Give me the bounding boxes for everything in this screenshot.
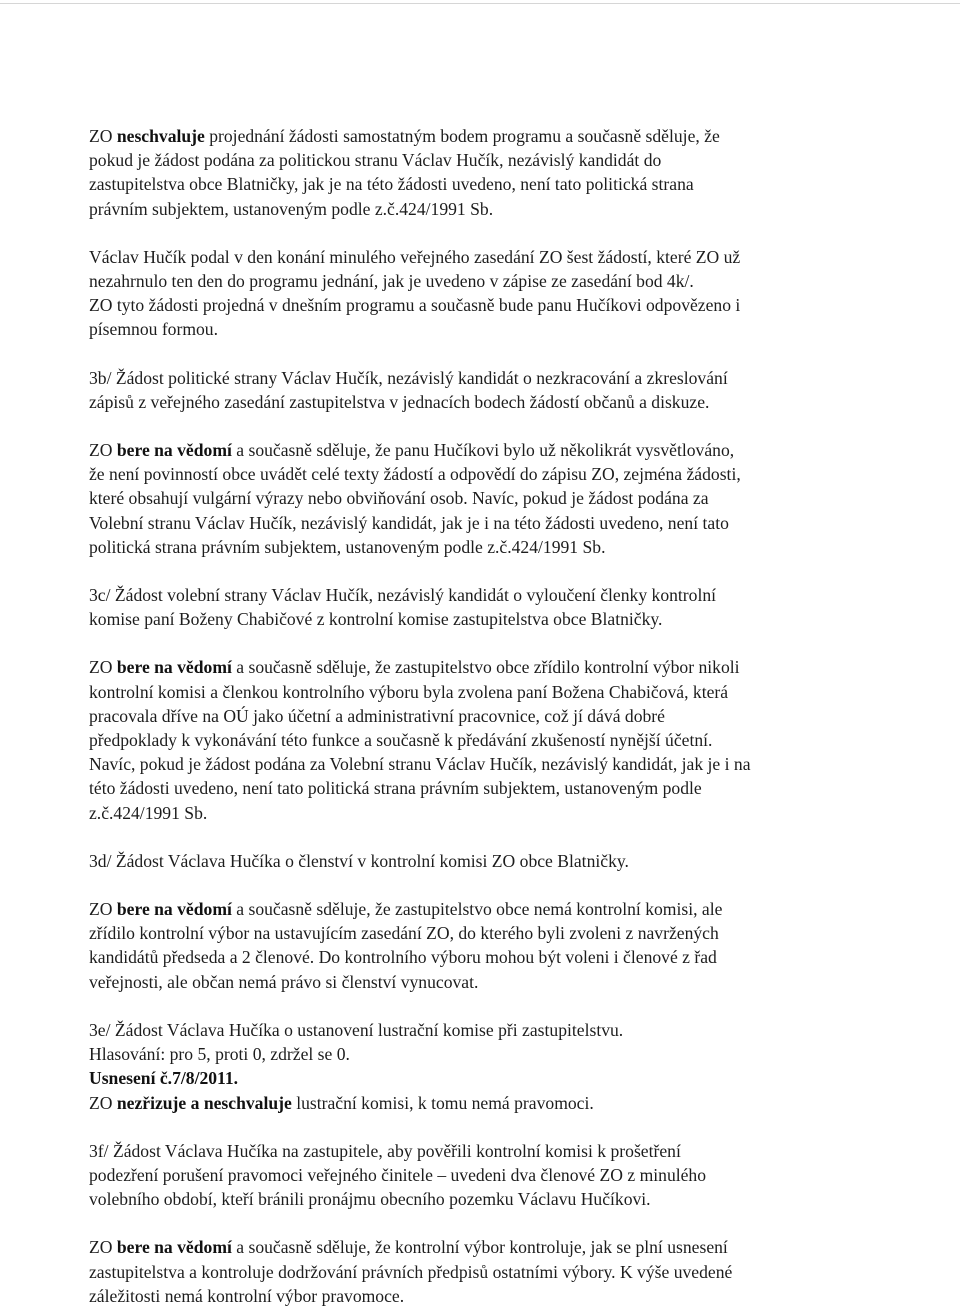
document-page [89,124,889,1308]
paragraph-zo-neschvaluje [89,124,889,221]
paragraph-response-3f [89,1235,889,1308]
bold-decision: neschvaluje [116,126,205,146]
bold-decision: bere na vědomí [116,440,232,461]
paragraph-hucik-requests: Václav Hučík podal v den konání minulého veřejného zasedání ZO šest žádostí, které ZO už nezahrnulo ten den do programu jednání, jak je uvedeno v zápise ze zasedání bod 4k/. ZO tyto žádosti projedná v dnešním programu a současně bude panu Hučíkovi odpovězeno i písemnou formou. [89,246,741,340]
bold-decision: bere na vědomí [116,657,232,678]
paragraph-item-3b: 3b/ Žádost politické strany Václav Hučík, nezávislý kandidát o nezkracování a zkreslování zápisů z veřejného zasedání zastupitelstva v jednacích bodech žádostí občanů a diskuze. [89,367,728,412]
text: ZO [89,126,117,146]
text: ZO [89,899,117,920]
item-3e-title: 3e/ Žádost Václava Hučíka o ustanovení lustrační komise při zastupitelstvu. [89,1019,624,1040]
text: lustrační komisi, k tomu nemá pravomoci. [291,1092,594,1113]
vote-result: Hlasování: pro 5, proti 0, zdržel se 0. [89,1044,350,1065]
text: ZO [89,440,117,461]
paragraph-item-3e [89,1018,889,1115]
bold-resolution: Usnesení č.7/8/2011. [89,1068,239,1089]
bold-decision: bere na vědomí [116,899,232,920]
text: projednání žádosti samostatným bodem programu a současně sděluje, že pokud je žádost podána za politickou stranu Václav Hučík, nezávislý kandidát do zastupitelstva obce Blatničky, jak je na této žádosti uvedeno, není tato politická strana právním subjektem, ustanoveným podle z.č.424/1991 Sb. [89,126,720,219]
bold-decision: bere na vědomí [116,1237,232,1258]
paragraph-response-3c [89,655,889,824]
text: a současně sděluje, že panu Hučíkovi bylo už několikrát vysvětlováno, že není povinností obce uvádět celé texty žádostí a odpovědí do zápisu ZO, zejména žádosti, které obsahují vulgární výrazy nebo obviňování osob. Navíc, pokud je žádost podána za Volební stranu Václav Hučík, nezávislý kandidát, jak je i na této žádosti uvedeno, není tato politická strana právním subjektem, ustanoveným podle z.č.424/1991 Sb. [89,440,741,557]
text: ZO [89,657,117,678]
scan-edge-line [0,3,960,4]
text: a současně sděluje, že kontrolní výbor kontroluje, jak se plní usnesení zastupitelstva a kontroluje dodržování právních předpisů ostatními výbory. K výše uvedené záležitosti nemá kontrolní výbor pravomoce. [89,1237,733,1306]
text: a současně sděluje, že zastupitelstvo obce nemá kontrolní komisi, ale zřídilo kontrolní výbor na ustavujícím zasedání ZO, do kterého byli zvoleni z navržených kandidátů předseda a 2 členové. Do kontrolního výboru mohou být voleni i členové z řad veřejnosti, ale občan nemá právo si členství vynucovat. [89,899,723,992]
bold-decision: nezřizuje a neschvaluje [116,1092,292,1113]
text: a současně sděluje, že zastupitelstvo obce zřídilo kontrolní výbor nikoli kontrolní komisi a členkou kontrolního výboru byla zvolena paní Božena Chabičová, která pracovala dříve na OÚ jako účetní a administrativní pracovnice, což jí dává dobré předpoklady k vykonávání této funkce a současně k předávání zkušeností nynější účetní. Navíc, pokud je žádost podána za Volební stranu Václav Hučík, nezávislý kandidát, jak je i na této žádosti uvedeno, není tato politická strana právním subjektem, ustanoveným podle z.č.424/1991 Sb. [89,657,751,823]
paragraph-item-3d: 3d/ Žádost Václava Hučíka o členství v kontrolní komisi ZO obce Blatničky. [89,850,629,871]
paragraph-response-3d [89,897,889,994]
item-3e-decision [89,1091,889,1115]
paragraph-item-3f: 3f/ Žádost Václava Hučíka na zastupitele, aby pověřili kontrolní komisi k prošetření podezření porušení pravomoci veřejného činitele – uvedeni dva členové ZO z minulého volebního období, kteří bránili pronájmu obecního pozemku Václavu Hučíkovi. [89,1140,707,1210]
paragraph-item-3c: 3c/ Žádost volební strany Václav Hučík, nezávislý kandidát o vyloučení členky kontrolní komise paní Boženy Chabičové z kontrolní komise zastupitelstva obce Blatničky. [89,585,717,630]
text: ZO [89,1092,117,1113]
resolution-number [89,1066,889,1090]
paragraph-response-3b [89,438,889,559]
text: ZO [89,1237,117,1258]
